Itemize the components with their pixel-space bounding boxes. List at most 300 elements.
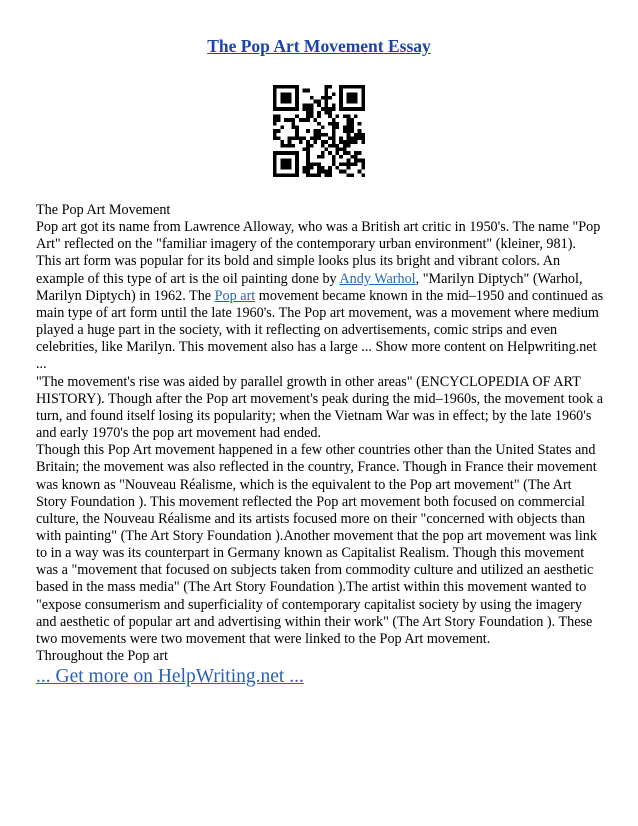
qr-module — [313, 162, 317, 166]
qr-module — [306, 103, 310, 107]
qr-module — [325, 100, 329, 104]
qr-module — [347, 107, 351, 111]
qr-module — [332, 125, 336, 129]
qr-module — [273, 129, 277, 133]
qr-module — [332, 92, 336, 96]
qr-module — [273, 122, 277, 126]
qr-module — [332, 144, 336, 148]
qr-module — [310, 162, 314, 166]
qr-module — [288, 140, 292, 144]
qr-module — [354, 151, 358, 155]
qr-module — [310, 103, 314, 107]
qr-module — [361, 159, 365, 163]
qr-module — [321, 144, 325, 148]
qr-module — [347, 137, 351, 141]
qr-module — [317, 166, 321, 170]
qr-module — [325, 111, 329, 115]
paragraph-intro — [36, 219, 604, 373]
qr-module — [313, 100, 317, 104]
qr-module — [343, 85, 347, 89]
qr-module — [295, 173, 299, 177]
qr-module — [317, 137, 321, 141]
qr-module — [332, 140, 336, 144]
qr-module — [358, 107, 362, 111]
qr-module — [325, 170, 329, 174]
qr-module — [325, 92, 329, 96]
qr-module — [361, 96, 365, 100]
qr-module — [328, 166, 332, 170]
qr-module — [299, 140, 303, 144]
qr-module — [295, 133, 299, 137]
qr-module — [343, 114, 347, 118]
qr-module — [339, 107, 343, 111]
qr-module — [302, 166, 306, 170]
qr-module — [332, 137, 336, 141]
qr-module — [302, 148, 306, 152]
qr-module — [347, 166, 351, 170]
qr-module — [302, 118, 306, 122]
qr-module — [354, 162, 358, 166]
qr-module — [339, 103, 343, 107]
qr-module — [288, 107, 292, 111]
qr-module — [325, 107, 329, 111]
qr-module — [284, 162, 288, 166]
qr-module — [313, 140, 317, 144]
qr-module — [306, 155, 310, 159]
qr-module — [328, 173, 332, 177]
qr-module — [347, 92, 351, 96]
qr-module — [306, 173, 310, 177]
qr-module — [325, 173, 329, 177]
qr-module — [277, 114, 281, 118]
qr-module — [350, 107, 354, 111]
qr-module — [284, 107, 288, 111]
qr-module — [284, 96, 288, 100]
qr-module — [321, 96, 325, 100]
qr-module — [313, 129, 317, 133]
qr-module — [354, 155, 358, 159]
qr-module — [280, 96, 284, 100]
qr-module — [350, 140, 354, 144]
qr-module — [277, 118, 281, 122]
qr-module — [273, 96, 277, 100]
qr-module — [361, 100, 365, 104]
intro-text-b: , "Marilyn Diptych" (Warhol, Marilyn Diptych) in 1962. The — [36, 270, 583, 304]
qr-module — [350, 96, 354, 100]
qr-module — [328, 144, 332, 148]
qr-module — [321, 125, 325, 129]
qr-module — [354, 114, 358, 118]
qr-module — [273, 92, 277, 96]
qr-module — [284, 85, 288, 89]
qr-module — [310, 144, 314, 148]
intro-text-c: movement became known in the mid–1950 and continued as main type of art form until the late 1960's. The Pop art movement, was a movement where medium played a huge part in the society, with it reflecting on advertisements, comic strips and even celebrities, like Marilyn. This movement also has a large ... Show more content on Helpwriting.net ... — [36, 287, 604, 373]
qr-module — [339, 140, 343, 144]
qr-module — [288, 85, 292, 89]
qr-module — [343, 151, 347, 155]
qr-module — [295, 89, 299, 93]
qr-module — [310, 173, 314, 177]
qr-module — [361, 173, 365, 177]
qr-module — [273, 159, 277, 163]
qr-module — [332, 107, 336, 111]
qr-module — [336, 166, 340, 170]
qr-module — [325, 96, 329, 100]
qr-module — [354, 85, 358, 89]
qr-module — [358, 85, 362, 89]
qr-module — [310, 111, 314, 115]
qr-module — [306, 166, 310, 170]
qr-module — [317, 100, 321, 104]
qr-module — [277, 107, 281, 111]
qr-module — [350, 85, 354, 89]
qr-module — [295, 96, 299, 100]
qr-module — [343, 129, 347, 133]
qr-module — [273, 133, 277, 137]
qr-module — [347, 125, 351, 129]
qr-module — [313, 173, 317, 177]
qr-module — [273, 85, 277, 89]
qr-module — [358, 122, 362, 126]
qr-module — [332, 155, 336, 159]
qr-module — [288, 92, 292, 96]
qr-module — [328, 122, 332, 126]
qr-module — [328, 107, 332, 111]
qr-module — [295, 85, 299, 89]
qr-module — [273, 151, 277, 155]
qr-module — [288, 166, 292, 170]
document-title-link[interactable]: The Pop Art Movement Essay — [207, 36, 431, 56]
qr-module — [295, 125, 299, 129]
qr-module — [347, 173, 351, 177]
qr-module — [299, 137, 303, 141]
qr-module — [328, 111, 332, 115]
qr-module — [347, 140, 351, 144]
qr-module — [291, 151, 295, 155]
qr-module — [350, 122, 354, 126]
qr-module — [358, 151, 362, 155]
qr-module — [336, 125, 340, 129]
qr-module — [350, 129, 354, 133]
qr-module — [295, 155, 299, 159]
qr-module — [347, 144, 351, 148]
qr-module — [295, 137, 299, 141]
qr-module — [325, 140, 329, 144]
qr-module — [336, 122, 340, 126]
qr-module — [313, 137, 317, 141]
qr-module — [339, 155, 343, 159]
qr-module — [343, 140, 347, 144]
qr-module — [361, 103, 365, 107]
qr-module — [280, 159, 284, 163]
qr-module — [350, 155, 354, 159]
qr-module — [358, 170, 362, 174]
qr-module — [273, 118, 277, 122]
qr-module — [273, 170, 277, 174]
qr-module — [350, 100, 354, 104]
paragraph-rise: "The movement's rise was aided by parallel growth in other areas" (ENCYCLOPEDIA OF ART HISTORY). Though after the Pop art movement's peak during the mid–1960s, the movement took a turn, and found itself losing its popularity; when the Vietnam War was in effect; by the late 1960's and early 1970's the pop art movement had ended. — [36, 373, 604, 442]
qr-module — [306, 162, 310, 166]
qr-module — [291, 137, 295, 141]
qr-module — [310, 137, 314, 141]
qr-module — [288, 162, 292, 166]
qr-module — [295, 114, 299, 118]
qr-module — [328, 85, 332, 89]
qr-module — [317, 111, 321, 115]
qr-module — [295, 103, 299, 107]
qr-module — [317, 155, 321, 159]
qr-module — [321, 155, 325, 159]
qr-module — [310, 166, 314, 170]
qr-module — [295, 100, 299, 104]
qr-module — [273, 173, 277, 177]
qr-module — [332, 118, 336, 122]
qr-module — [354, 107, 358, 111]
qr-module — [332, 159, 336, 163]
qr-module — [273, 107, 277, 111]
qr-module — [295, 159, 299, 163]
qr-module — [343, 170, 347, 174]
qr-module — [306, 118, 310, 122]
qr-module — [317, 170, 321, 174]
qr-module — [295, 129, 299, 133]
qr-module — [273, 162, 277, 166]
qr-module — [347, 100, 351, 104]
qr-module — [302, 170, 306, 174]
qr-module — [306, 111, 310, 115]
qr-module — [347, 96, 351, 100]
qr-module — [291, 125, 295, 129]
qr-module — [288, 144, 292, 148]
qr-module — [336, 144, 340, 148]
qr-module — [321, 151, 325, 155]
qr-module — [302, 89, 306, 93]
qr-module — [273, 114, 277, 118]
qr-module — [347, 122, 351, 126]
qr-module — [354, 96, 358, 100]
qr-module — [277, 151, 281, 155]
qr-module — [280, 162, 284, 166]
qr-module — [361, 137, 365, 141]
paragraph-france-germany: Though this Pop Art movement happened in a few other countries other than the United States and Britain; the movement was also reflected in the country, France. Though in France their movement was known as "Nouveau Réalisme, which is the equivalent to the Pop art movement" (The Art Story Foundation ). This movement reflected the Pop art movement both focused on commercial culture, the Nouveau Réalisme and its artists focused more on their "concerned with objects than with painting" (The Art Story Foundation ).Another movement that the pop art movement was link to in a way was its counterpart in Germany known as Capitalist Realism. Though this movement was a "movement that focused on subjects taken from commodity culture and utilized an aesthetic based in the mass media" (The Art Story Foundation ).The artist within this movement wanted to "expose consumerism and superficiality of contemporary capitalist society by using the imagery and aesthetic of popular art and advertising within their work" (The Art Story Foundation ). These two movements were two movement that were linked to the Pop Art movement. — [36, 442, 597, 647]
qr-module — [295, 162, 299, 166]
qr-module — [280, 166, 284, 170]
qr-module — [343, 162, 347, 166]
qr-module — [288, 96, 292, 100]
qr-module — [295, 170, 299, 174]
qr-module — [343, 107, 347, 111]
qr-module — [280, 92, 284, 96]
qr-module — [310, 114, 314, 118]
qr-module — [295, 107, 299, 111]
qr-module — [339, 96, 343, 100]
qr-module — [328, 96, 332, 100]
qr-module — [339, 148, 343, 152]
qr-module — [306, 129, 310, 133]
qr-module — [302, 137, 306, 141]
qr-module — [306, 151, 310, 155]
qr-module — [350, 137, 354, 141]
qr-module — [306, 89, 310, 93]
qr-module — [339, 100, 343, 104]
qr-module — [284, 100, 288, 104]
qr-module — [358, 133, 362, 137]
qr-module — [317, 103, 321, 107]
qr-module — [328, 114, 332, 118]
qr-module — [288, 173, 292, 177]
qr-module — [332, 122, 336, 126]
qr-module — [291, 122, 295, 126]
qr-module — [277, 85, 281, 89]
qr-module — [347, 159, 351, 163]
qr-module — [325, 133, 329, 137]
qr-module — [288, 151, 292, 155]
qr-module — [291, 173, 295, 177]
qr-module — [339, 162, 343, 166]
qr-module — [284, 159, 288, 163]
qr-module — [284, 151, 288, 155]
qr-module — [343, 148, 347, 152]
qr-module — [288, 100, 292, 104]
qr-module — [347, 129, 351, 133]
essay-body — [36, 202, 604, 665]
qr-module — [339, 170, 343, 174]
qr-module — [280, 85, 284, 89]
qr-module — [350, 173, 354, 177]
get-more-link[interactable]: ... Get more on HelpWriting.net ... — [36, 666, 304, 687]
qr-module — [328, 137, 332, 141]
qr-module — [354, 137, 358, 141]
qr-module — [336, 148, 340, 152]
qr-module — [358, 159, 362, 163]
qr-module — [306, 148, 310, 152]
pop-art-link[interactable]: Pop art — [214, 287, 256, 304]
qr-module — [347, 114, 351, 118]
qr-module — [306, 159, 310, 163]
qr-module — [339, 137, 343, 141]
qr-module — [280, 144, 284, 148]
qr-module — [310, 96, 314, 100]
qr-module — [354, 92, 358, 96]
qr-module — [277, 137, 281, 141]
qr-module — [347, 162, 351, 166]
qr-module — [321, 170, 325, 174]
paragraph-throughout: Throughout the Pop art — [36, 648, 169, 665]
qr-module — [284, 92, 288, 96]
qr-module — [354, 100, 358, 104]
qr-module — [273, 100, 277, 104]
qr-module — [273, 137, 277, 141]
qr-module — [336, 151, 340, 155]
paragraph-heading: The Pop Art Movement — [36, 202, 171, 218]
qr-module — [306, 144, 310, 148]
qr-module — [291, 118, 295, 122]
qr-module — [354, 133, 358, 137]
qr-module — [291, 107, 295, 111]
qr-module — [358, 129, 362, 133]
qr-module — [306, 107, 310, 111]
qr-module — [328, 151, 332, 155]
qr-module — [332, 133, 336, 137]
qr-module — [361, 89, 365, 93]
qr-module — [347, 118, 351, 122]
qr-module — [280, 140, 284, 144]
qr-module — [317, 129, 321, 133]
qr-module — [332, 162, 336, 166]
andy-warhol-link[interactable]: Andy Warhol — [339, 270, 416, 287]
qr-module — [277, 129, 281, 133]
qr-module — [350, 162, 354, 166]
qr-module — [325, 103, 329, 107]
qr-module — [339, 92, 343, 96]
qr-module — [317, 122, 321, 126]
qr-module — [343, 144, 347, 148]
qr-module — [302, 107, 306, 111]
qr-module — [280, 125, 284, 129]
qr-module — [317, 173, 321, 177]
qr-module — [325, 148, 329, 152]
qr-module — [347, 85, 351, 89]
qr-module — [277, 173, 281, 177]
qr-module — [306, 114, 310, 118]
qr-module — [339, 85, 343, 89]
qr-module — [321, 107, 325, 111]
qr-module — [361, 162, 365, 166]
qr-module — [284, 166, 288, 170]
qr-module — [280, 107, 284, 111]
qr-module — [295, 92, 299, 96]
qr-module — [332, 103, 336, 107]
qr-module — [291, 85, 295, 89]
qr-module — [321, 166, 325, 170]
qr-module — [280, 151, 284, 155]
qr-module — [306, 170, 310, 174]
qr-module — [358, 137, 362, 141]
qr-module — [317, 133, 321, 137]
qr-module — [347, 133, 351, 137]
qr-module — [350, 125, 354, 129]
qr-module — [350, 92, 354, 96]
qr-module — [273, 155, 277, 159]
qr-module — [306, 140, 310, 144]
qr-module — [317, 162, 321, 166]
qr-module — [321, 133, 325, 137]
qr-module — [273, 89, 277, 93]
qr-module — [313, 133, 317, 137]
qr-module — [295, 151, 299, 155]
qr-module — [361, 92, 365, 96]
qr-module — [273, 103, 277, 107]
qr-module — [328, 170, 332, 174]
qr-module — [332, 129, 336, 133]
qr-module — [288, 118, 292, 122]
qr-module — [354, 140, 358, 144]
qr-module — [361, 166, 365, 170]
qr-module — [321, 140, 325, 144]
qr-module — [361, 140, 365, 144]
qr-module — [336, 114, 340, 118]
qr-module — [313, 118, 317, 122]
qr-module — [361, 133, 365, 137]
qr-module — [280, 100, 284, 104]
qr-module — [299, 118, 303, 122]
qr-module — [284, 173, 288, 177]
qr-module — [310, 107, 314, 111]
qr-module — [350, 118, 354, 122]
qr-module — [354, 159, 358, 163]
intro-text-a: Pop art got its name from Lawrence Alloway, who was a British art critic in 1950's. The name "Pop Art" reflected on the "familiar imagery of the contemporary urban environment" (kleiner, 981). This art form was popular for its bold and simple looks plus its bright and vibrant colors. An example of this type of art is the oil painting done by — [36, 219, 601, 287]
qr-code-icon — [273, 85, 365, 177]
